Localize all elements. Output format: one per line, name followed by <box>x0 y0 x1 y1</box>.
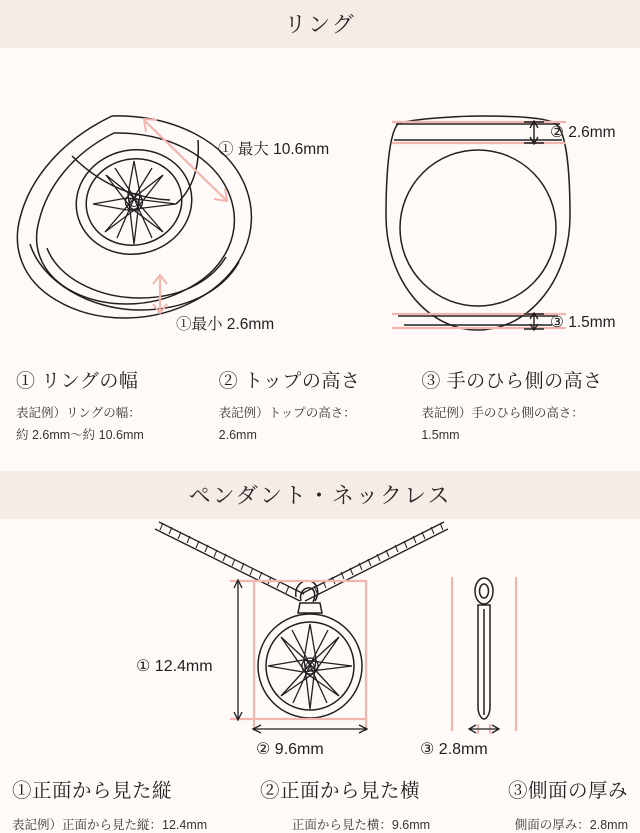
ring-legend-item-1 <box>16 366 219 447</box>
pendant-diagram-area <box>0 519 640 769</box>
ring-top-height-label: ② 2.6mm <box>550 124 616 141</box>
pendant-thickness-label: ③ 2.8mm <box>420 740 488 758</box>
ring-section-header: リング <box>0 0 640 48</box>
ring-legend-row <box>0 366 640 447</box>
ring-legend-title-1: ① リングの幅 <box>16 371 139 392</box>
pendant-thickness-arrow <box>469 725 499 733</box>
ring-front-drawing <box>386 116 570 330</box>
pendant-section-header: ペンダント・ネックレス <box>0 471 640 519</box>
ring-perspective-drawing <box>17 116 251 318</box>
necklace-chain-drawing <box>155 522 448 601</box>
pendant-height-label: ① 12.4mm <box>136 657 213 675</box>
pendant-width-label: ② 9.6mm <box>256 740 324 758</box>
ring-legend-example-1-line2: 約 2.6mm〜約 10.6mm <box>16 427 144 442</box>
pendant-legend-example-row <box>0 815 640 833</box>
pendant-legend-title-3: ③側面の厚み <box>507 779 628 802</box>
ring-diagram-svg <box>0 48 640 338</box>
ring-legend-item-2 <box>219 366 422 447</box>
pendant-diagram-svg <box>0 519 640 769</box>
pendant-legend-example-1: 表記例）正面から見た縦：12.4mm <box>12 817 208 832</box>
pendant-side-drawing <box>475 578 493 719</box>
pendant-legend-example-3: 側面の厚み：2.8mm <box>514 817 628 832</box>
ring-legend-example-1-line1: 表記例）リングの幅： <box>16 406 141 420</box>
ring-palm-height-label: ③ 1.5mm <box>550 314 616 331</box>
ring-min-width-label: ①最小 2.6mm <box>176 316 275 333</box>
ring-legend-example-3-line1: 表記例）手のひら側の高さ： <box>421 406 584 420</box>
ring-legend-example-2-line1: 表記例）トップの高さ： <box>218 406 356 420</box>
ring-height-dimension-lines <box>392 122 566 328</box>
pendant-legend-example-2: 正面から見た横：9.6mm <box>291 817 431 832</box>
ring-legend-title-2: ② トップの高さ <box>218 371 361 392</box>
ring-legend-example-2-line2: 2.6mm <box>218 427 257 442</box>
ring-diagram-area <box>0 48 640 338</box>
ring-legend-example-3-line2: 1.5mm <box>421 427 460 442</box>
pendant-legend-row <box>0 775 640 803</box>
pendant-front-drawing <box>258 580 362 717</box>
pendant-legend-title-2: ②正面から見た横 <box>259 779 420 802</box>
pendant-legend-title-1: ①正面から見た縦 <box>12 779 173 802</box>
ring-legend-item-3 <box>421 366 624 447</box>
ring-legend-title-3: ③ 手のひら側の高さ <box>421 371 603 392</box>
ring-max-width-label: ① 最大 10.6mm <box>218 141 330 158</box>
